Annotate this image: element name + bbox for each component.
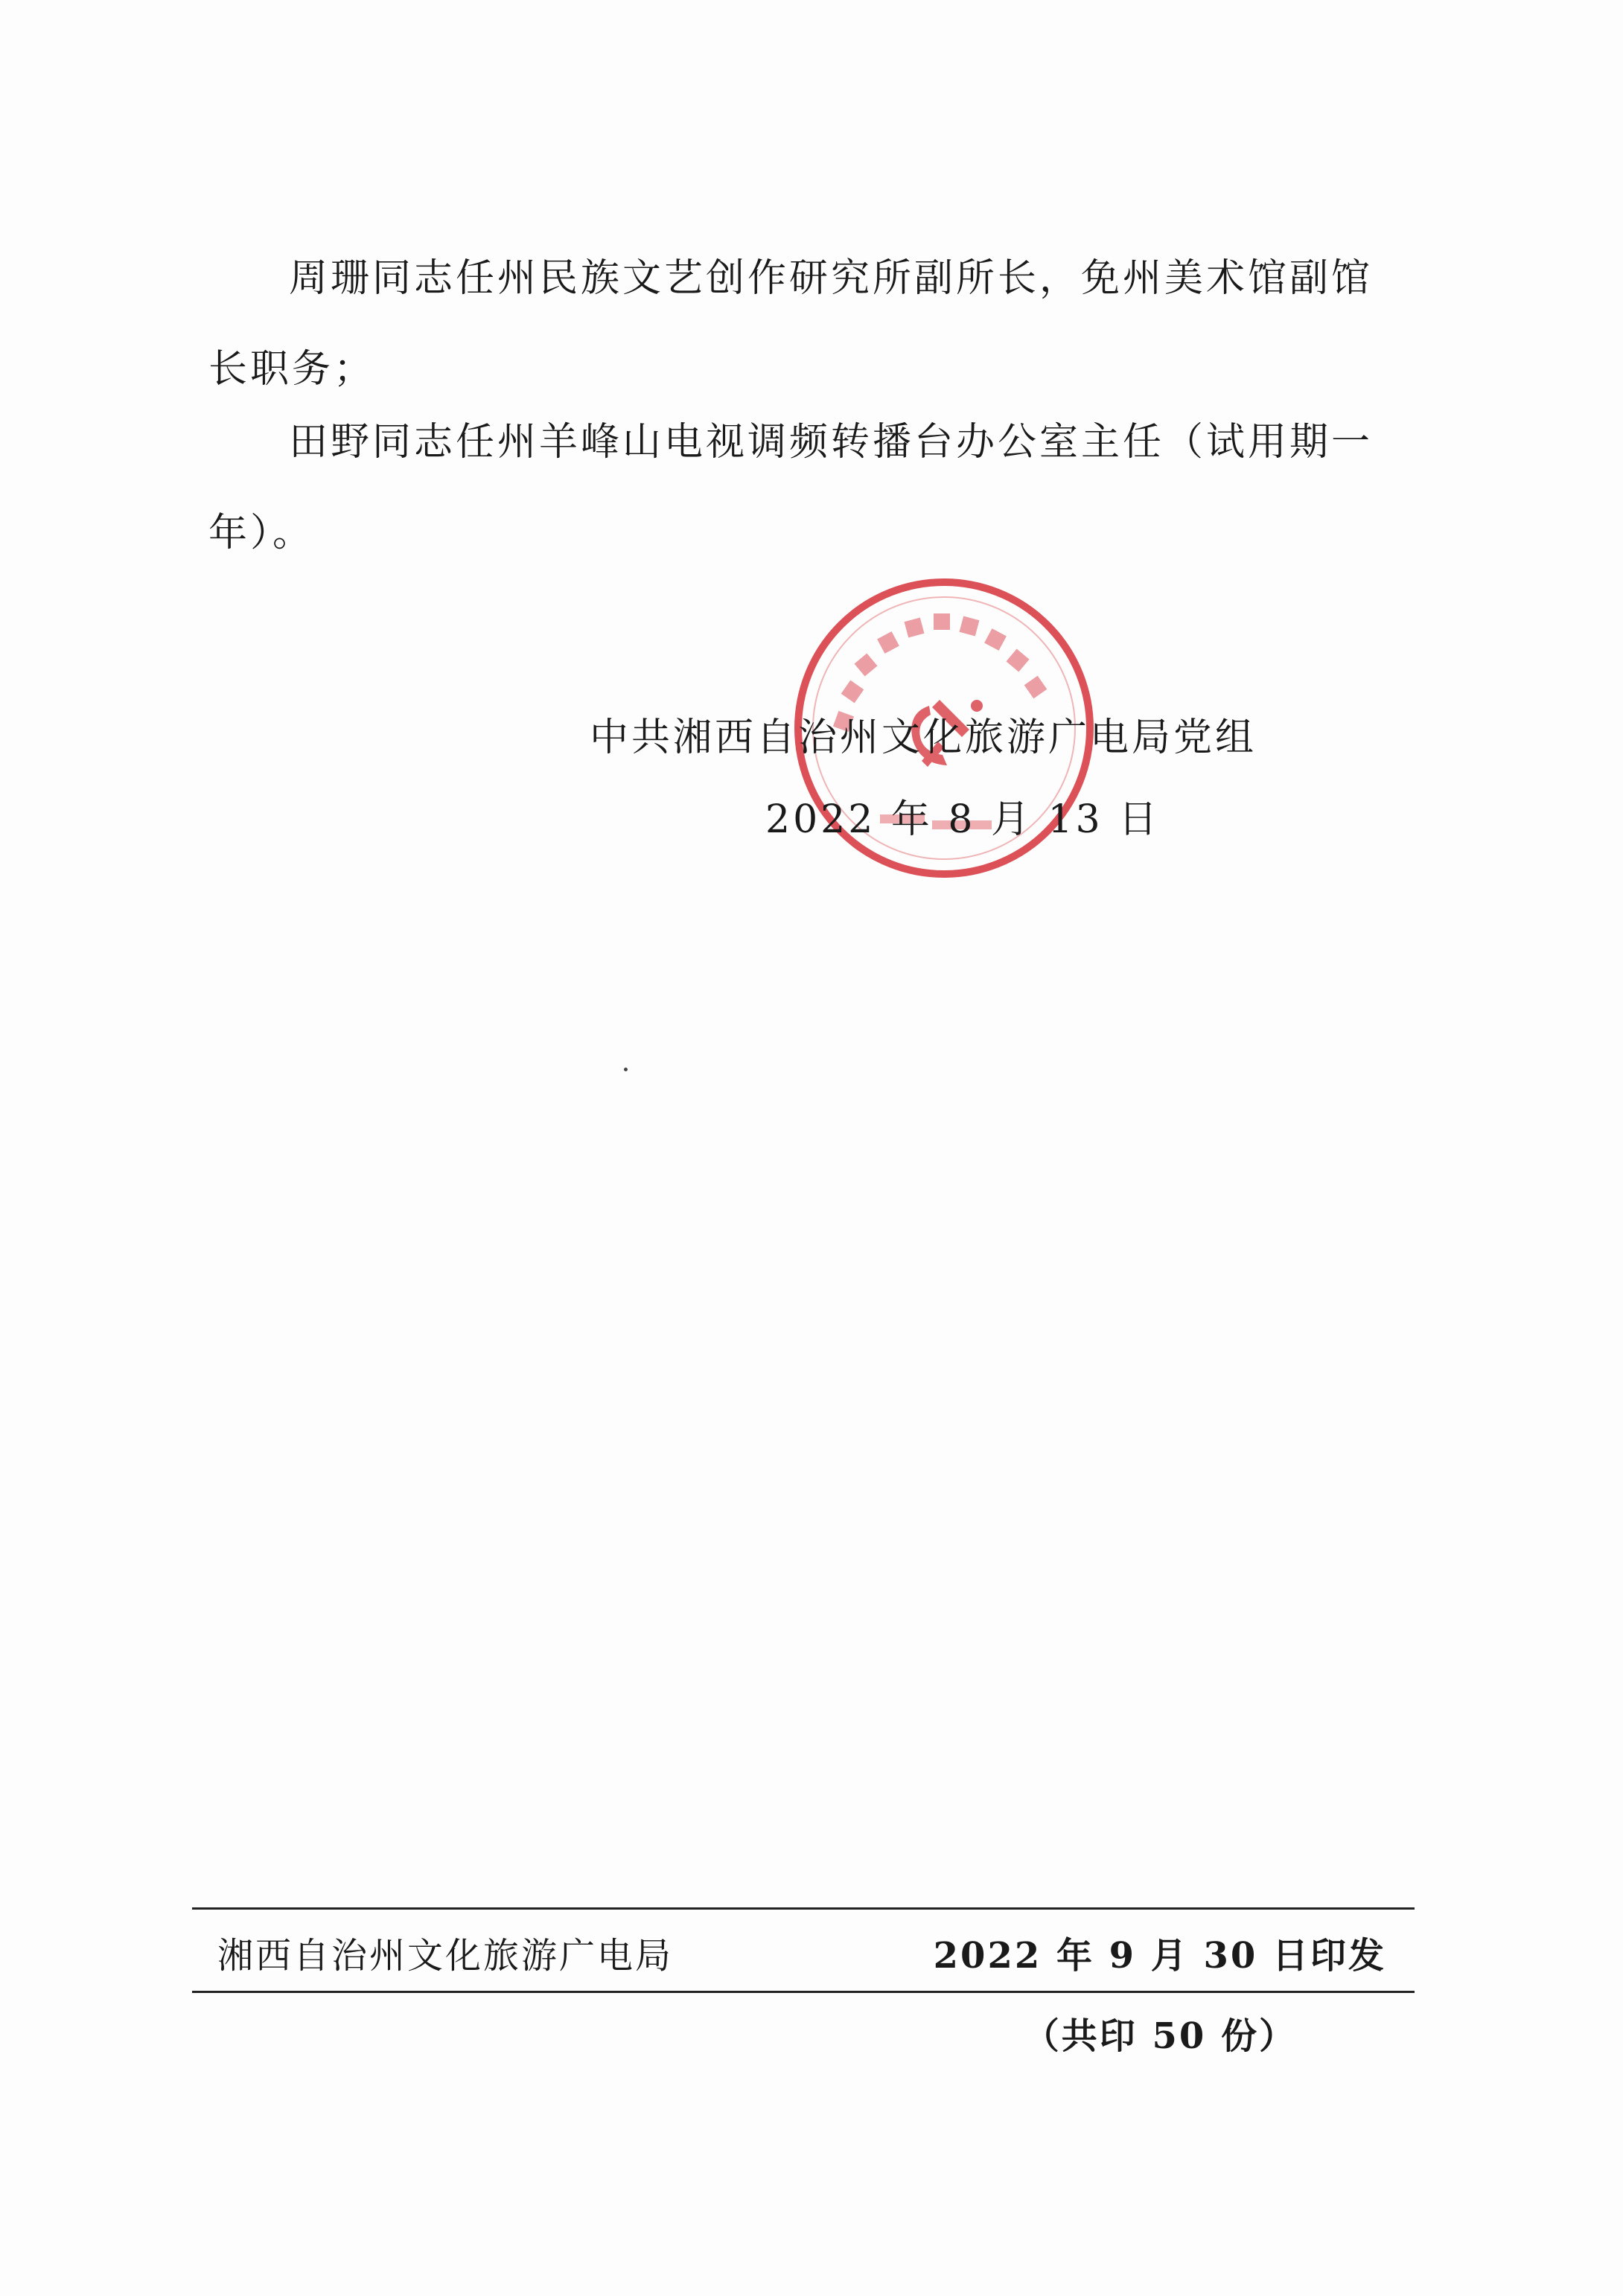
footer-print-date: 2022 年 9 月 30 日印发 — [933, 1935, 1386, 1977]
appointment-paragraph-2: 田野同志任州羊峰山电视调频转播台办公室主任（试用期一年）。 — [208, 420, 1374, 555]
footer-bottom-rule — [192, 1991, 1415, 1993]
signing-organization: 中共湘西自治州文化旅游广电局党组 — [590, 715, 1257, 760]
signing-date: 2022 年 8 月 13 日 — [765, 797, 1161, 842]
scan-speck — [624, 1068, 628, 1071]
footer-top-rule — [192, 1907, 1415, 1910]
footer-copies-count: （共印 50 份） — [1023, 2015, 1297, 2057]
footer-issuer: 湘西自治州文化旅游广电局 — [217, 1935, 674, 1977]
appointment-paragraph-1: 周珊同志任州民族文艺创作研究所副所长，免州美术馆副馆长职务； — [208, 256, 1374, 392]
